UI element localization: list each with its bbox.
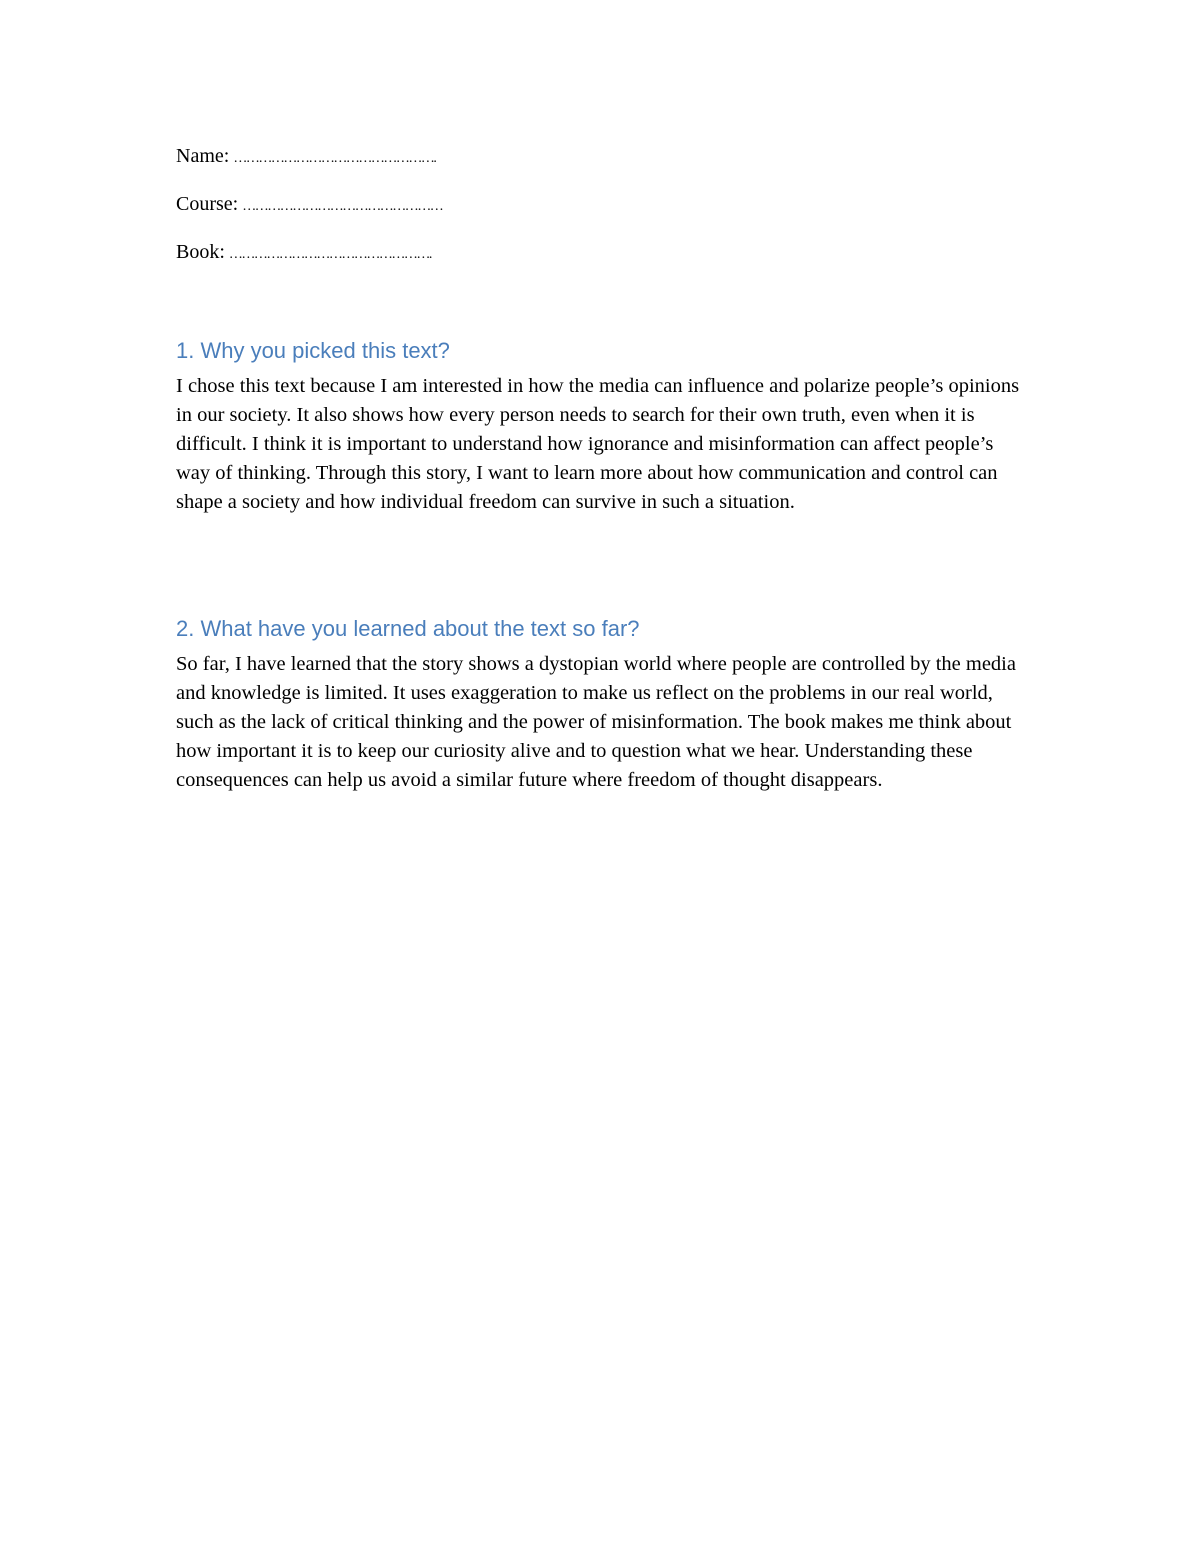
section-2-heading: 2. What have you learned about the text so far? (176, 616, 640, 641)
course-field (176, 192, 442, 219)
book-label: Book: (176, 241, 225, 263)
section-1-heading: 1. Why you picked this text? (176, 338, 450, 363)
name-label: Name: (176, 145, 230, 167)
section-2-body: So far, I have learned that the story shows a dystopian world where people are controlled by the media and knowledge is limited. It uses exaggeration to make us reflect on the problems in our real world, such as the lack of critical thinking and the power of misinformation. The book makes me think about how important it is to keep our curiosity alive and to question what we hear. Understanding these consequences can help us avoid a similar future where freedom of thought disappears. (176, 653, 1016, 791)
course-value: ………………………………………… (242, 199, 443, 214)
course-label: Course: (176, 193, 239, 215)
section-1-body: I chose this text because I am interested in how the media can influence and polarize people’s opinions in our society. It also shows how every person needs to search for their own truth, even when it is difficult. I think it is important to understand how ignorance and misinformation can affect people’s way of thinking. Through this story, I want to learn more about how communication and control can shape a society and how individual freedom can survive in such a situation. (176, 375, 1020, 513)
name-value: …………………………………………. (233, 151, 436, 166)
name-field (176, 144, 435, 171)
book-field (176, 240, 431, 267)
book-value: …………………………………………. (228, 247, 431, 262)
